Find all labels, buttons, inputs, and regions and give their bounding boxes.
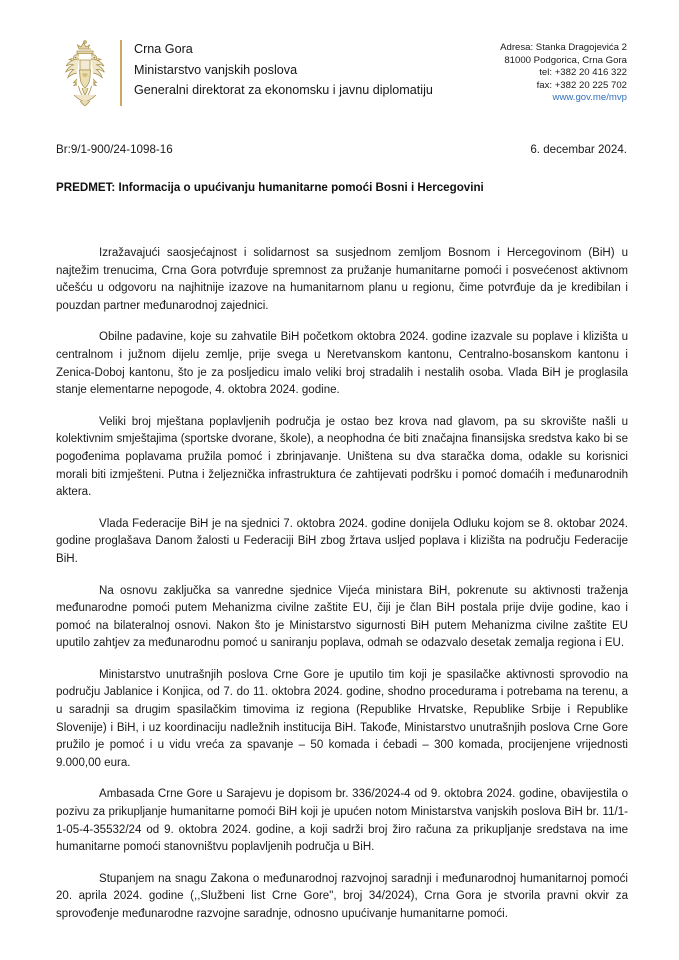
letterhead-divider bbox=[120, 40, 122, 106]
org-line-directorate: Generalni direktorat za ekonomsku i javnu diplomatiju bbox=[134, 83, 433, 97]
body-paragraph: Vlada Federacije BiH je na sjednici 7. oktobra 2024. godine donijela Odluku kojom se 8. oktobar 2024. godine proglašava Danom žalosti u Federaciji BiH zbog žrtava usljed poplava i klizišta na području Federacije BiH. bbox=[56, 517, 628, 565]
reference-number: Br:9/1-900/24-1098-16 bbox=[56, 143, 173, 156]
body-paragraph: Ministarstvo unutrašnjih poslova Crne Gore je uputilo tim koji je spasilačke aktivnosti sprovodio na području Jablanice i Konjica, od 7. do 11. oktobra 2024. godine, shodno procedurama i potrebama na terenu, a u saradnji sa drugim spasilačkim timovima iz regiona (Republike Hrvatske, Republike Srbije i Republike Slovenije) i BiH, i uz koordinaciju nadležnih institucija BiH. Takođe, Ministarstvo unutrašnjih poslova Crne Gore pružilo je pomoć i u vidu vreća za spavanje – 50 komada i ćebadi – 300 komada, procijenjene vrijednosti 9.000,00 eura. bbox=[56, 668, 628, 769]
letterhead-address-block bbox=[500, 38, 627, 105]
letterhead-brand bbox=[58, 38, 433, 110]
body-paragraph: Stupanjem na snagu Zakona o međunarodnoj razvojnoj saradnji i međunarodnoj humanitarnoj pomoći 20. aprila 2024. godine (,,Službeni list Crne Gore", broj 34/2024), Crna Gora je stvorila pravni okvir za sprovođenje međunarodne razvojne saradnje, odnosno upućivanje humanitarne pomoći. bbox=[56, 872, 628, 920]
address-website-link[interactable]: www.gov.me/mvp bbox=[552, 92, 627, 104]
body-paragraph: Ambasada Crne Gore u Sarajevu je dopisom br. 336/2024-4 od 9. oktobra 2024. godine, obavijestila o pozivu za prikupljanje humanitarne pomoći BiH koji je upućen notom Ministarstva vanjskih poslova BiH br. 11/1-1-05-4-35532/24 od 9. oktobra 2024. godine, a koji sadrži broj žiro računa za prikupljanje sredstava na ime humanitarne pomoći stanovništvu poplavljenih područja u BiH. bbox=[56, 788, 628, 854]
address-street: Adresa: Stanka Dragojevića 2 bbox=[500, 42, 627, 53]
body-paragraph: Na osnovu zaključka sa vanredne sjednice Vijeća ministara BiH, pokrenute su aktivnosti traženja međunarodne pomoći putem Mehanizma civilne zaštite EU, čiji je član BiH postala prije dvije godine, kao i pomoć na bilateralnoj osnovi. Nakon što je Ministarstvo sigurnosti BiH putem Mehanizma civilne zaštite EU uputilo zahtjev za međunarodnu pomoć u saniranju poplava, odmah se odazvalo desetak zemalja regiona i EU. bbox=[56, 584, 628, 650]
montenegro-coat-of-arms-icon bbox=[58, 38, 112, 110]
body-paragraph: Veliki broj mještana poplavljenih područja je ostao bez krova nad glavom, pa su skrovište našli u kolektivnim smještajima (sportske dvorane, škole), a neophodna će biti značajna finansijska sredstva kako bi se pogođenima poplavama pružila pomoć i zbrinjavanje. Uništena su dva staračka doma, odakle su korisnici morali biti izmješteni. Putna i željeznička infrastruktura će zahtijevati podršku i pomoć domaćih i međunarodnih aktera. bbox=[56, 415, 628, 499]
org-line-ministry: Ministarstvo vanjskih poslova bbox=[134, 62, 298, 77]
body-paragraph: Izražavajući saosjećajnost i solidarnost sa susjednom zemljom Bosnom i Hercegovinom (BiH) u najtežim trenucima, Crna Gora potvrđuje spremnost za pružanje humanitarne pomoći i posvećenost aktivnom učešću u odgovoru na najhitnije izazove na humanitarnom planu u regionu, čime potvrđuje da je kredibilan i pouzdan partner međunarodnoj zajednici. bbox=[56, 247, 628, 312]
address-telephone: tel: +382 20 416 322 bbox=[539, 67, 627, 79]
letterhead-org-lines bbox=[134, 38, 433, 110]
subject-line: PREDMET: Informacija o upućivanju humanitarne pomoći Bosni i Hercegovini bbox=[56, 181, 484, 194]
document-body bbox=[56, 245, 628, 924]
document-date: 6. decembar 2024. bbox=[530, 143, 627, 156]
reference-row bbox=[56, 142, 627, 157]
address-fax: fax: +382 20 225 702 bbox=[536, 79, 627, 91]
letterhead bbox=[0, 38, 679, 110]
body-paragraph: Obilne padavine, koje su zahvatile BiH početkom oktobra 2024. godine izazvale su poplave i klizišta u centralnom i južnom dijelu zemlje, prije svega u Neretvanskom kantonu, Centralno-bosanskom kantonu i Zenica-Doboj kantonu, što je za posljedicu imalo veliki broj stradalih i nestalih osoba. Vlada BiH je proglasila stanje elementarne nepogode, 4. oktobra 2024. godine. bbox=[56, 331, 628, 397]
org-line-country: Crna Gora bbox=[134, 42, 193, 56]
address-city: 81000 Podgorica, Crna Gora bbox=[504, 54, 627, 66]
